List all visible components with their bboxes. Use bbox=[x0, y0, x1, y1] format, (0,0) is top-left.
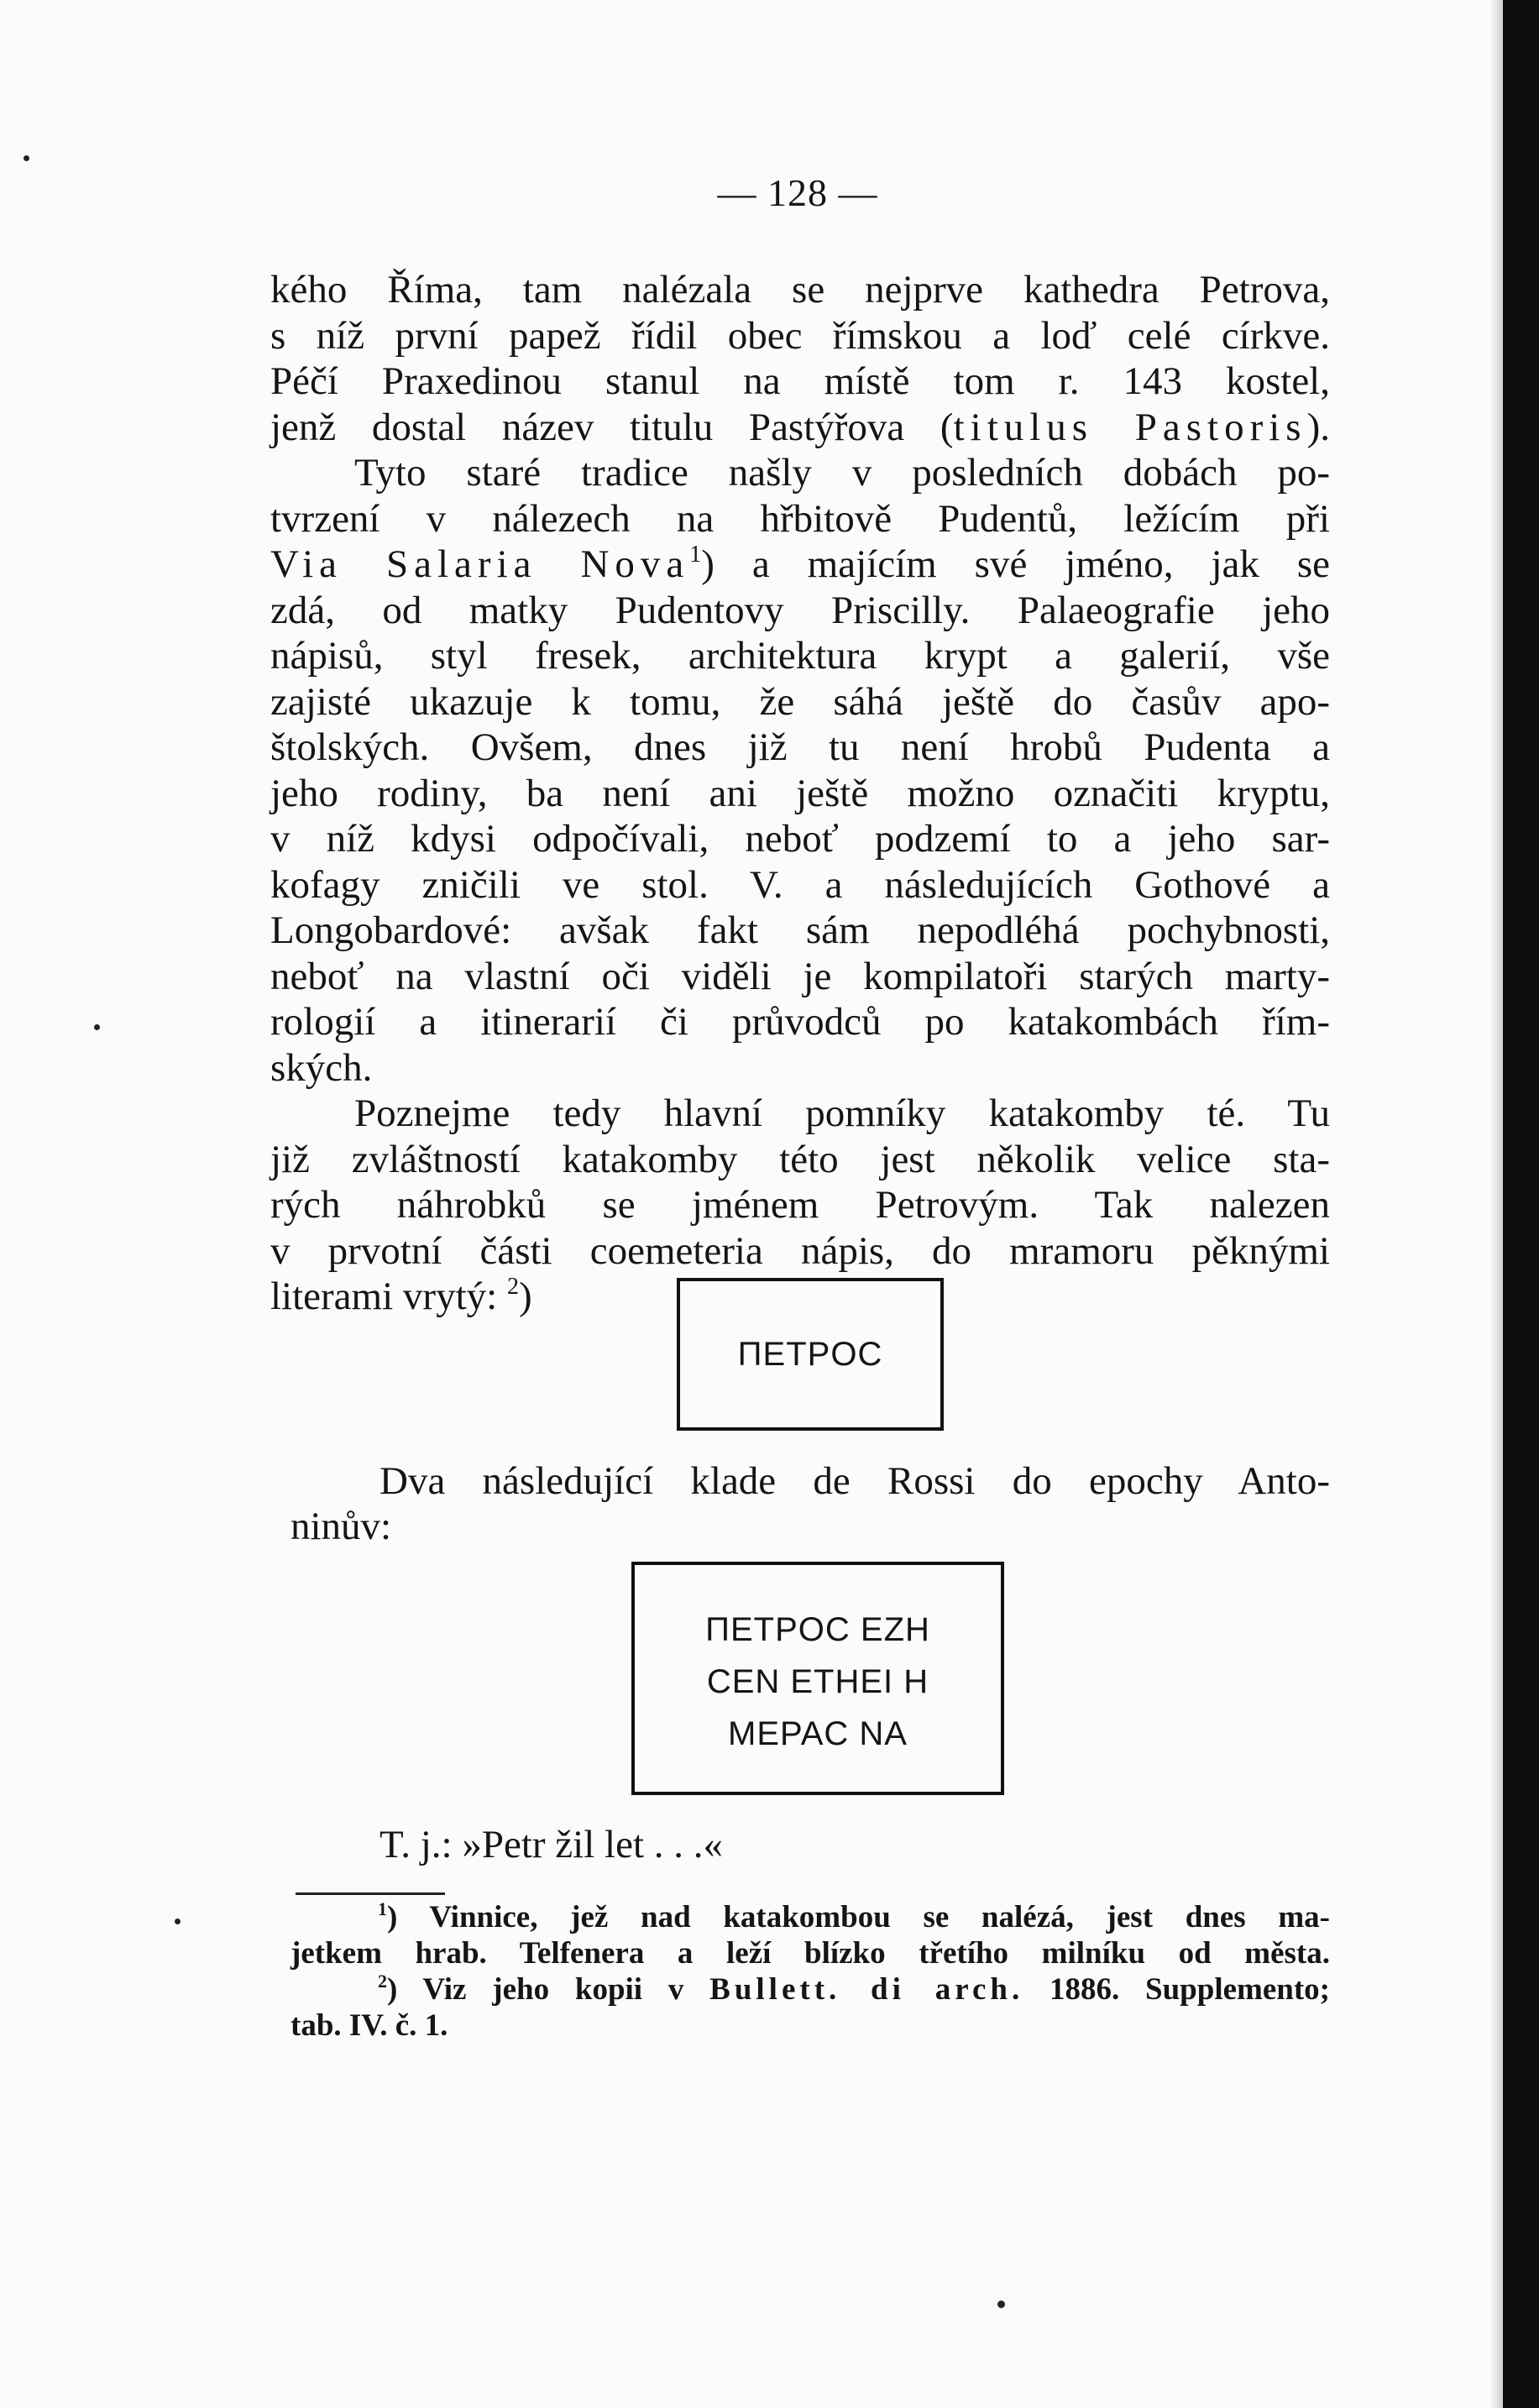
text-line: nápisů, styl fresek, architektura krypt a galerií, vše bbox=[270, 634, 1330, 678]
page-number: — 128 — bbox=[717, 171, 878, 214]
footnote-mark: 2 bbox=[378, 1971, 387, 1992]
text-line: štolských. Ovšem, dnes již tu není hrobů Pudenta a bbox=[270, 725, 1330, 769]
inscription-line: ΜΕΡΑϹ ΝΑ bbox=[728, 1715, 908, 1752]
text-line: s níž první papež řídil obec římskou a loď celé církve. bbox=[270, 313, 1330, 358]
text-line: neboť na vlastní oči viděli je kompilatoři starých marty- bbox=[270, 954, 1330, 998]
text-line: jeho rodiny, ba není ani ještě možno označiti kryptu, bbox=[270, 771, 1330, 815]
footnote-ref: 1 bbox=[689, 542, 702, 568]
text-line: ských. bbox=[270, 1045, 373, 1090]
footnote-line bbox=[291, 1971, 1330, 2008]
text-line: Tyto staré tradice našly v posledních dobách po- bbox=[354, 451, 1330, 495]
footnote-mark: 1 bbox=[378, 1898, 387, 1919]
text-line: zdá, od matky Pudentovy Priscilly. Palaeografie jeho bbox=[270, 588, 1330, 632]
main-text bbox=[270, 267, 1330, 1320]
scan-speck bbox=[94, 1024, 100, 1030]
text-line: kofagy zničili ve stol. V. a následujících Gothové a bbox=[270, 862, 1330, 907]
inscription-line: ΠΕΤΡΟϹ ΕΖΗ bbox=[705, 1611, 930, 1648]
text-line: zajisté ukazuje k tomu, že sáhá ještě do časův apo- bbox=[270, 679, 1330, 724]
scan-edge bbox=[1503, 0, 1539, 2408]
inscription-box-petros: ΠΕΤΡΟϹ bbox=[677, 1278, 944, 1431]
text-segment: 1886. Supplemento; bbox=[1023, 1972, 1330, 2007]
text-line: ninův: bbox=[291, 1505, 392, 1548]
inscription-box-epitaph bbox=[631, 1562, 1004, 1795]
text-line: Longobardové: avšak fakt sám nepodléhá pochybnosti, bbox=[270, 908, 1330, 952]
text-line: v níž kdysi odpočívali, neboť podzemí to a jeho sar- bbox=[270, 817, 1330, 861]
spaced-place-name: Via Salaria Nova bbox=[270, 542, 690, 586]
footnote-line: jetkem hrab. Telfenera a leží blízko třetího milníku od města. bbox=[291, 1936, 1330, 1971]
translation-line: T. j.: »Petr žil let . . .« bbox=[380, 1823, 724, 1866]
footnote-line: tab. IV. č. 1. bbox=[291, 2008, 448, 2043]
text-segment: jenž dostal název titulu Pastýřova ( bbox=[270, 405, 954, 449]
text-line: Dva následující klade de Rossi do epochy Anto- bbox=[380, 1459, 1330, 1503]
footnote-ref: 2 bbox=[506, 1274, 519, 1300]
text-line: rologií a itinerarií či průvodců po katakombách řím- bbox=[270, 1000, 1330, 1044]
text-segment: ). bbox=[1306, 405, 1330, 449]
scan-speck bbox=[175, 1919, 181, 1924]
scan-speck bbox=[997, 2301, 1005, 2308]
page-edge-shadow bbox=[1489, 0, 1503, 2408]
text-line: kého Říma, tam nalézala se nejprve kathedra Petrova, bbox=[270, 268, 1330, 311]
inscription-line: ϹΕΝ ΕΤΗΕΙ Η bbox=[706, 1663, 929, 1700]
footnotes bbox=[291, 1899, 1330, 2044]
text-line bbox=[270, 542, 1330, 588]
text-line: rých náhrobků se jménem Petrovým. Tak nalezen bbox=[270, 1183, 1330, 1227]
text-line: Poznejme tedy hlavní pomníky katakomby té. Tu bbox=[354, 1091, 1330, 1135]
text-line: již zvláštností katakomby této jest několik velice sta- bbox=[270, 1137, 1330, 1181]
text-segment: literami vrytý: bbox=[270, 1275, 507, 1318]
text-line: tvrzení v nálezech na hřbitově Pudentů, ležícím při bbox=[270, 496, 1330, 541]
scan-speck bbox=[24, 155, 29, 161]
spaced-journal-title: Bullett. di arch. bbox=[709, 1972, 1024, 2007]
text-segment: ) bbox=[518, 1275, 532, 1318]
footnote-divider bbox=[296, 1892, 445, 1895]
text-line bbox=[270, 405, 1330, 451]
text-line: v prvotní části coemeteria nápis, do mramoru pěknými bbox=[270, 1228, 1330, 1273]
text-line: Péčí Praxedinou stanul na místě tom r. 143 kostel, bbox=[270, 359, 1330, 403]
text-segment: ) a majícím své jméno, jak se bbox=[701, 542, 1330, 586]
spaced-latin-term: titulus Pastoris bbox=[953, 405, 1307, 449]
text-segment: ) Vinnice, jež nad katakombou se nalézá, jest dnes ma- bbox=[387, 1900, 1330, 1934]
text-segment: ) Viz jeho kopii v bbox=[387, 1972, 710, 2007]
footnote-line bbox=[291, 1899, 1330, 1935]
